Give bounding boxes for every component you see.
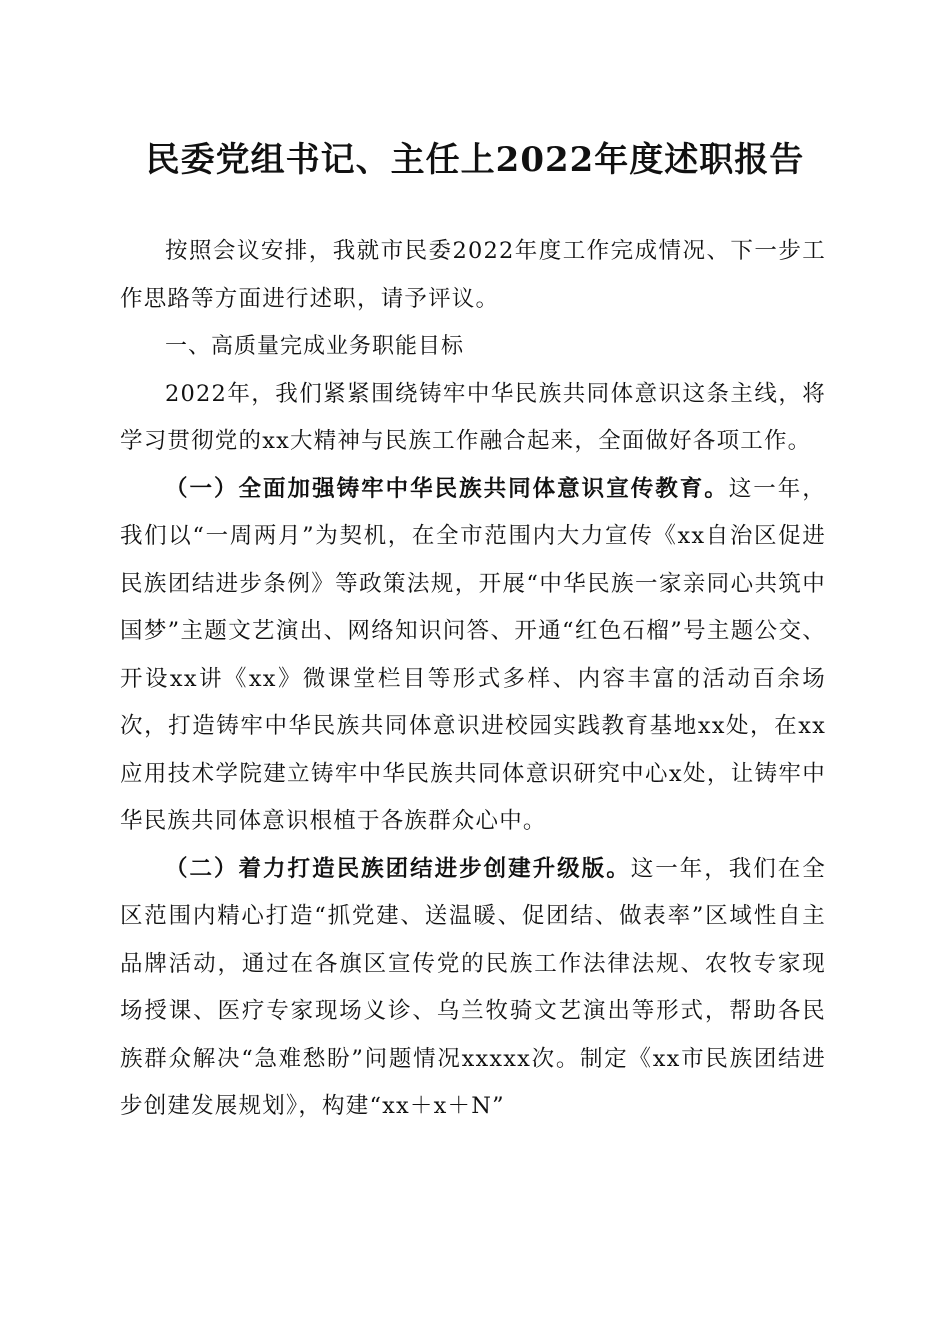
subsection-1-paragraph [120,466,826,846]
document-title: 民委党组书记、主任上2022年度述职报告 [145,140,805,180]
subsection-2-paragraph [120,846,826,1131]
subsection-2-lead: （二）着力打造民族团结进步创建升级版。 [165,855,631,882]
subsection-2-text: 这一年，我们在全区范围内精心打造“抓党建、送温暖、促团结、做表率”区域性自主品牌活动，通过在各旗区宣传党的民族工作法律法规、农牧专家现场授课、医疗专家现场义诊、乌兰牧骑文艺演出等形式，帮助各民族群众解决“急难愁盼”问题情况xxxxx次。制定《xx市民族团结进步创建发展规划》，构建“xx＋x＋N” [120,855,826,1119]
intro-paragraph: 按照会议安排，我就市民委2022年度工作完成情况、下一步工作思路等方面进行述职，请予评议。 [120,238,826,312]
subsection-1-text: 这一年，我们以“一周两月”为契机，在全市范围内大力宣传《xx自治区促进民族团结进步条例》等政策法规，开展“中华民族一家亲同心共筑中国梦”主题文艺演出、网络知识问答、开通“红色石榴”号主题公交、开设xx讲《xx》微课堂栏目等形式多样、内容丰富的活动百余场次，打造铸牢中华民族共同体意识进校园实践教育基地xx处，在xx应用技术学院建立铸牢中华民族共同体意识研究中心x处，让铸牢中华民族共同体意识根植于各族群众心中。 [120,475,826,834]
document-body [120,228,826,1131]
section1-intro-paragraph: 2022年，我们紧紧围绕铸牢中华民族共同体意识这条主线，将学习贯彻党的xx大精神与民族工作融合起来，全面做好各项工作。 [120,380,826,454]
subsection-1-lead: （一）全面加强铸牢中华民族共同体意识宣传教育。 [165,475,729,502]
section-heading-1: 一、高质量完成业务职能目标 [165,334,465,359]
